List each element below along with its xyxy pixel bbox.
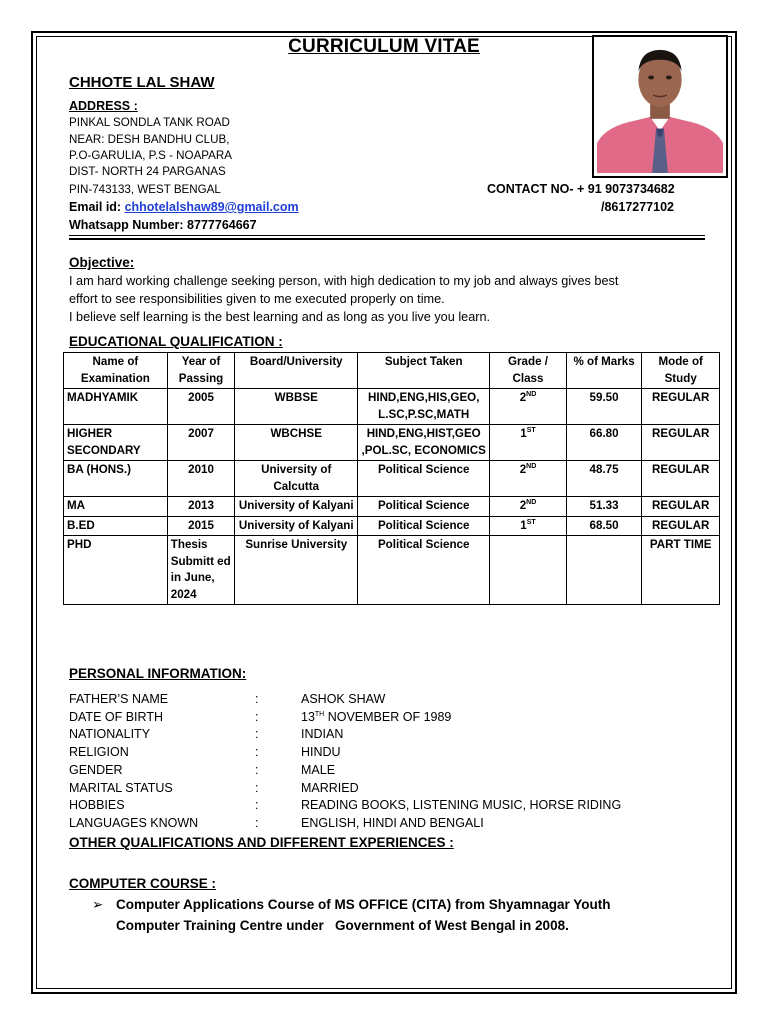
- exam-cell: PHD: [64, 536, 168, 605]
- personal-value: INDIAN: [301, 727, 344, 741]
- objective-line: effort to see responsibilities given to me executed properly on time.: [69, 292, 445, 306]
- personal-key: LANGUAGES KNOWN: [69, 816, 199, 830]
- subject-cell: HIND,ENG,HIS,GEO, L.SC,P.SC,MATH: [358, 389, 490, 425]
- marks-cell: 68.50: [566, 516, 642, 536]
- address-line: PIN-743133, WEST BENGAL: [69, 183, 221, 196]
- header-divider: [69, 235, 705, 236]
- personal-key: NATIONALITY: [69, 727, 151, 741]
- computer-course-line: Computer Training Centre under Government of West Bengal in 2008.: [116, 918, 569, 933]
- grade-cell: 2ND: [490, 497, 567, 517]
- table-row: [64, 516, 720, 536]
- objective-heading: Objective:: [69, 255, 135, 270]
- grade-cell: 1ST: [490, 516, 567, 536]
- mode-cell: REGULAR: [642, 497, 720, 517]
- column-header: Board/University: [235, 353, 358, 389]
- column-header: Mode of Study: [642, 353, 720, 389]
- year-cell: Thesis Submitt ed in June, 2024: [167, 536, 235, 605]
- mode-cell: REGULAR: [642, 425, 720, 461]
- table-row: [64, 497, 720, 517]
- personal-value: ENGLISH, HINDI AND BENGALI: [301, 816, 484, 830]
- personal-heading: PERSONAL INFORMATION:: [69, 666, 247, 681]
- personal-colon: :: [255, 798, 259, 812]
- subject-cell: HIND,ENG,HIST,GEO ,POL.SC, ECONOMICS: [358, 425, 490, 461]
- header-divider-thick: [69, 238, 705, 240]
- personal-value: MALE: [301, 763, 336, 777]
- personal-colon: :: [255, 781, 259, 795]
- personal-colon: :: [255, 692, 259, 706]
- column-header: Name of Examination: [64, 353, 168, 389]
- personal-colon: :: [255, 763, 259, 777]
- column-header: Grade / Class: [490, 353, 567, 389]
- marks-cell: 59.50: [566, 389, 642, 425]
- personal-value: 13TH NOVEMBER OF 1989: [301, 710, 452, 724]
- personal-key: DATE OF BIRTH: [69, 710, 163, 724]
- table-row: [64, 536, 720, 605]
- grade-cell: [490, 536, 567, 605]
- year-cell: 2010: [167, 461, 235, 497]
- exam-cell: B.ED: [64, 516, 168, 536]
- address-line: DIST- NORTH 24 PARGANAS: [69, 165, 226, 178]
- personal-colon: :: [255, 816, 259, 830]
- contact-number: CONTACT NO- + 91 9073734682: [487, 182, 675, 196]
- personal-value: READING BOOKS, LISTENING MUSIC, HORSE RIDING: [301, 798, 622, 812]
- subject-cell: Political Science: [358, 497, 490, 517]
- personal-key: HOBBIES: [69, 798, 125, 812]
- profile-photo: [592, 35, 728, 178]
- address-line: NEAR: DESH BANDHU CLUB,: [69, 133, 230, 146]
- year-cell: 2007: [167, 425, 235, 461]
- exam-cell: HIGHER SECONDARY: [64, 425, 168, 461]
- personal-value: HINDU: [301, 745, 341, 759]
- column-header: Year of Passing: [167, 353, 235, 389]
- other-qualifications-heading: OTHER QUALIFICATIONS AND DIFFERENT EXPERIENCES :: [69, 835, 454, 850]
- column-header: Subject Taken: [358, 353, 490, 389]
- board-cell: University of Kalyani: [235, 516, 358, 536]
- email-link[interactable]: chhotelalshaw89@gmail.com: [124, 200, 299, 214]
- computer-course-line: Computer Applications Course of MS OFFICE (CITA) from Shyamnagar Youth: [116, 897, 611, 912]
- year-cell: 2013: [167, 497, 235, 517]
- mode-cell: REGULAR: [642, 389, 720, 425]
- personal-key: RELIGION: [69, 745, 129, 759]
- table-header-row: [64, 353, 720, 389]
- subject-cell: Political Science: [358, 536, 490, 605]
- year-cell: 2005: [167, 389, 235, 425]
- marks-cell: 51.33: [566, 497, 642, 517]
- mode-cell: PART TIME: [642, 536, 720, 605]
- personal-key: GENDER: [69, 763, 123, 777]
- whatsapp-number: Whatsapp Number: 8777764667: [69, 218, 257, 232]
- personal-value: MARRIED: [301, 781, 359, 795]
- marks-cell: 48.75: [566, 461, 642, 497]
- table-row: [64, 425, 720, 461]
- education-table: [63, 352, 720, 605]
- profile-photo-icon: [597, 40, 723, 173]
- exam-cell: MADHYAMIK: [64, 389, 168, 425]
- personal-value: ASHOK SHAW: [301, 692, 386, 706]
- grade-cell: 2ND: [490, 389, 567, 425]
- personal-key: FATHER’S NAME: [69, 692, 169, 706]
- objective-line: I believe self learning is the best learning and as long as you live you learn.: [69, 310, 491, 324]
- address-line: P.O-GARULIA, P.S - NOAPARA: [69, 149, 233, 162]
- email-row: [69, 200, 299, 214]
- board-cell: WBBSE: [235, 389, 358, 425]
- contact-number-alt: /8617277102: [601, 200, 674, 214]
- marks-cell: [566, 536, 642, 605]
- board-cell: Sunrise University: [235, 536, 358, 605]
- personal-colon: :: [255, 727, 259, 741]
- mode-cell: REGULAR: [642, 516, 720, 536]
- personal-key: MARITAL STATUS: [69, 781, 173, 795]
- education-heading: EDUCATIONAL QUALIFICATION :: [69, 334, 283, 349]
- grade-cell: 1ST: [490, 425, 567, 461]
- arrow-bullet-icon: ➢: [92, 897, 104, 912]
- personal-colon: :: [255, 745, 259, 759]
- mode-cell: REGULAR: [642, 461, 720, 497]
- grade-cell: 2ND: [490, 461, 567, 497]
- board-cell: University of Calcutta: [235, 461, 358, 497]
- table-row: [64, 461, 720, 497]
- address-line: PINKAL SONDLA TANK ROAD: [69, 116, 230, 129]
- address-label: ADDRESS :: [69, 99, 138, 113]
- email-label: Email id:: [69, 200, 122, 214]
- year-cell: 2015: [167, 516, 235, 536]
- objective-line: I am hard working challenge seeking person, with high dedication to my job and always gives best: [69, 274, 619, 288]
- subject-cell: Political Science: [358, 461, 490, 497]
- table-row: [64, 389, 720, 425]
- personal-colon: :: [255, 710, 259, 724]
- candidate-name: CHHOTE LAL SHAW: [69, 74, 215, 91]
- exam-cell: MA: [64, 497, 168, 517]
- document-title: CURRICULUM VITAE: [288, 36, 480, 57]
- board-cell: University of Kalyani: [235, 497, 358, 517]
- subject-cell: Political Science: [358, 516, 490, 536]
- exam-cell: BA (HONS.): [64, 461, 168, 497]
- marks-cell: 66.80: [566, 425, 642, 461]
- column-header: % of Marks: [566, 353, 642, 389]
- computer-course-heading: COMPUTER COURSE :: [69, 876, 217, 891]
- board-cell: WBCHSE: [235, 425, 358, 461]
